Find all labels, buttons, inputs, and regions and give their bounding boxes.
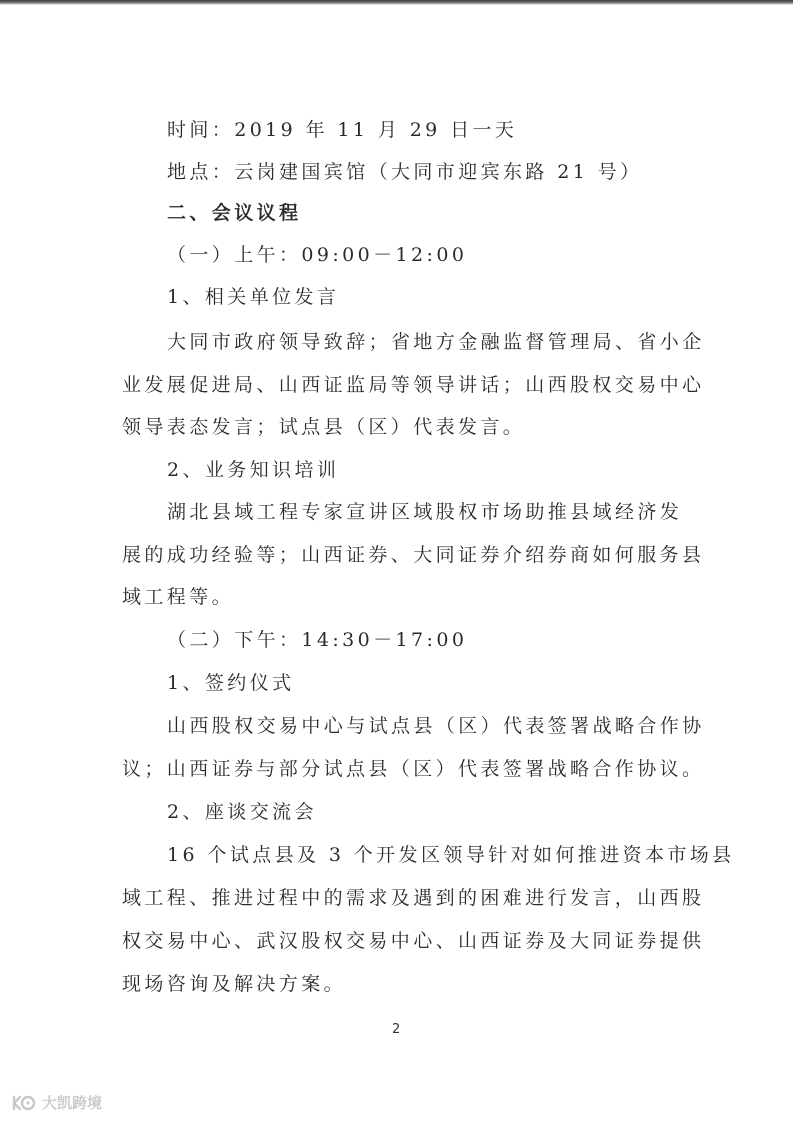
watermark-text: 大凯跨境 xyxy=(42,1094,103,1112)
paragraph-training-line-1: 湖北县域工程专家宣讲区域股权市场助推县域经济发 xyxy=(167,501,683,523)
paragraph-speeches-line-1: 大同市政府领导致辞；省地方金融监督管理局、省小企 xyxy=(167,331,705,353)
page-number: 2 xyxy=(392,1022,401,1037)
watermark xyxy=(10,1092,102,1113)
paragraph-forum-line-3: 权交易中心、武汉股权交易中心、山西证券及大同证券提供 xyxy=(122,930,705,952)
item-speeches-heading: 1、相关单位发言 xyxy=(167,286,340,308)
paragraph-forum-line-2: 域工程、推进过程中的需求及遇到的困难进行发言，山西股 xyxy=(122,887,705,909)
afternoon-session-heading: （二）下午：14:30－17:00 xyxy=(167,629,468,651)
watermark-logo-icon xyxy=(10,1093,38,1113)
paragraph-speeches-line-3: 领导表态发言；试点县（区）代表发言。 xyxy=(122,416,526,438)
paragraph-training-line-2: 展的成功经验等；山西证券、大同证券介绍券商如何服务县 xyxy=(122,544,705,566)
paragraph-forum-line-4: 现场咨询及解决方案。 xyxy=(122,973,347,995)
paragraph-signing-line-2: 议；山西证券与部分试点县（区）代表签署战略合作协议。 xyxy=(122,758,705,780)
item-signing-heading: 1、签约仪式 xyxy=(167,672,295,694)
paragraph-training-line-3: 域工程等。 xyxy=(122,586,235,608)
paragraph-speeches-line-2: 业发展促进局、山西证监局等领导讲话；山西股权交易中心 xyxy=(122,374,705,396)
item-forum-heading: 2、座谈交流会 xyxy=(167,801,317,823)
section-heading-agenda: 二、会议议程 xyxy=(167,202,302,224)
morning-session-heading: （一）上午：09:00－12:00 xyxy=(167,244,468,266)
meeting-location: 地点：云岗建国宾馆（大同市迎宾东路 21 号） xyxy=(167,161,643,183)
meeting-time: 时间：2019 年 11 月 29 日一天 xyxy=(167,119,518,141)
item-training-heading: 2、业务知识培训 xyxy=(167,459,340,481)
paragraph-signing-line-1: 山西股权交易中心与试点县（区）代表签署战略合作协 xyxy=(167,715,705,737)
paragraph-forum-line-1: 16 个试点县及 3 个开发区领导针对如何推进资本市场县 xyxy=(167,844,735,866)
